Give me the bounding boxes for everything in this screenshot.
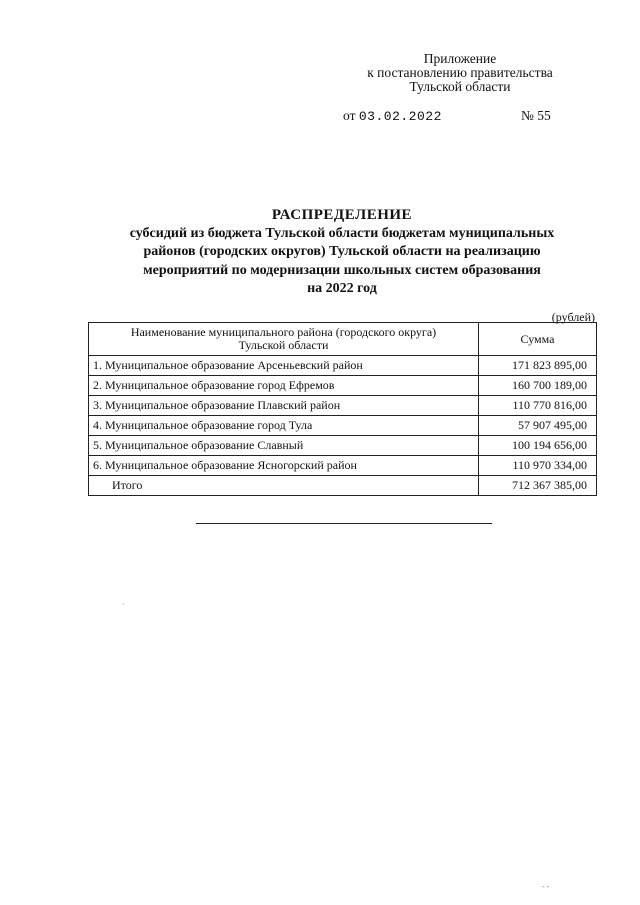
appendix-reference: к постановлению правительства	[367, 65, 553, 80]
document-number	[521, 108, 551, 124]
number-prefix: №	[521, 108, 534, 123]
subsidy-table	[88, 322, 597, 496]
end-divider	[196, 523, 492, 524]
row-sum: 110 970 334,00	[479, 456, 597, 476]
appendix-block	[330, 52, 590, 94]
name-header-line-2: Тульской области	[238, 338, 329, 352]
scan-speck: - -	[542, 882, 550, 891]
appendix-authority: Тульской области	[409, 79, 511, 94]
title-heading: РАСПРЕДЕЛЕНИЕ	[271, 207, 413, 223]
row-name: 2. Муниципальное образование город Ефремов	[89, 376, 479, 396]
row-sum: 160 700 189,00	[479, 376, 597, 396]
table-row	[89, 356, 597, 376]
table-total-row	[89, 476, 597, 496]
date-value: 03.02.2022	[358, 109, 442, 124]
name-header-line-1: Наименование муниципального района (городского округа)	[130, 325, 437, 339]
sum-column-header: Сумма	[479, 323, 597, 356]
total-label: Итого	[89, 476, 479, 496]
table-row	[89, 456, 597, 476]
table-row	[89, 396, 597, 416]
title-line-3: мероприятий по модернизации школьных систем образования	[143, 262, 541, 278]
number-value: 55	[537, 108, 551, 123]
table-row	[89, 436, 597, 456]
row-sum: 110 770 816,00	[479, 396, 597, 416]
total-sum: 712 367 385,00	[479, 476, 597, 496]
row-name: 1. Муниципальное образование Арсеньевский район	[89, 356, 479, 376]
title-line-4: на 2022 год	[307, 281, 377, 296]
row-name: 3. Муниципальное образование Плавский район	[89, 396, 479, 416]
units-label: (рублей)	[551, 310, 595, 324]
row-name: 6. Муниципальное образование Ясногорский район	[89, 456, 479, 476]
document-date	[343, 108, 442, 124]
table-row	[89, 416, 597, 436]
scan-speck: ·	[122, 600, 125, 609]
row-sum: 57 907 495,00	[479, 416, 597, 436]
name-column-header	[89, 323, 479, 356]
table-header-row	[89, 323, 597, 356]
table-row	[89, 376, 597, 396]
title-line-2: районов (городских округов) Тульской области на реализацию	[143, 244, 541, 259]
row-name: 4. Муниципальное образование город Тула	[89, 416, 479, 436]
row-sum: 171 823 895,00	[479, 356, 597, 376]
row-name: 5. Муниципальное образование Славный	[89, 436, 479, 456]
document-title	[88, 206, 596, 299]
appendix-title: Приложение	[423, 51, 497, 66]
title-line-1: субсидий из бюджета Тульской области бюджетам муниципальных	[129, 225, 555, 241]
date-prefix: от	[343, 108, 356, 123]
row-sum: 100 194 656,00	[479, 436, 597, 456]
